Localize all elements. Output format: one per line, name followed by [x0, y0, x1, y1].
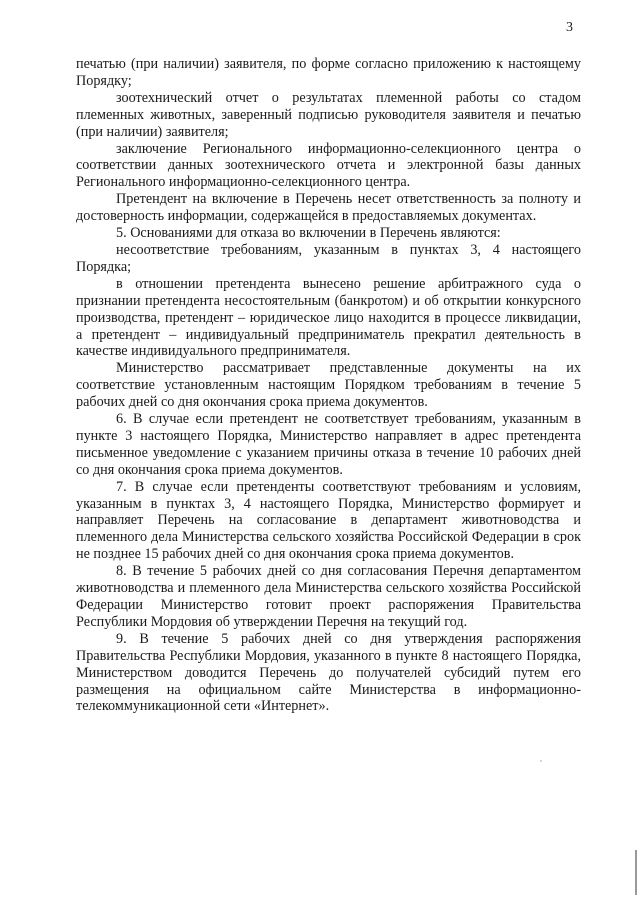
page-number: 3: [566, 20, 573, 35]
scan-dot: [540, 760, 542, 762]
paragraph-8: Министерство рассматривает представленные документы на их соответствие установленным настоящим Порядком требованиям в течение 5 рабочих дней со дня окончания срока приема документов.: [76, 360, 581, 411]
paragraph-7: в отношении претендента вынесено решение арбитражного суда о признании претендента несостоятельным (банкротом) и об открытии конкурсного производства, претендент – юридическое лицо находится в процессе ликвидации, а претендент – индивидуальный предприниматель прекратил деятельность в качестве индивидуального предпринимателя.: [76, 275, 581, 360]
paragraph-9: 6. В случае если претендент не соответствует требованиям, указанным в пункте 3 настоящего Порядка, Министерство направляет в адрес претендента письменное уведомление с указанием причины отказа в течение 10 рабочих дней со дня окончания срока приема документов.: [76, 411, 581, 478]
paragraph-2: зоотехнический отчет о результатах племенной работы со стадом племенных животных, заверенный подписью руководителя заявителя и печатью (при наличии) заявителя;: [76, 89, 581, 140]
paragraph-3: заключение Регионального информационно-селекционного центра о соответствии данных зоотехнического отчета и электронной базы данных Регионального информационно-селекционного центра.: [76, 140, 581, 191]
paragraph-12: 9. В течение 5 рабочих дней со дня утверждения распоряжения Правительства Республики Мордовия, указанного в пункте 8 настоящего Порядка, Министерством доводится Перечень до получателей субсидий путем его размещения на официальном сайте Министерства в информационно-телекоммуникационной сети «Интернет».: [76, 630, 581, 715]
paragraph-11: 8. В течение 5 рабочих дней со дня согласования Перечня департаментом животноводства и племенного дела Министерства сельского хозяйства Российской Федерации Министерство готовит проект распоряжения Правительства Республики Мордовия об утверждении Перечня на текущий год.: [76, 563, 581, 630]
paragraph-1: печатью (при наличии) заявителя, по форме согласно приложению к настоящему Порядку;: [76, 56, 581, 89]
paragraph-10: 7. В случае если претенденты соответствуют требованиям и условиям, указанным в пунктах 3, 4 настоящего Порядка, Министерство формирует и направляет Перечень на согласование в департамент животноводства и племенного дела Министерства сельского хозяйства Российской Федерации в срок не позднее 15 рабочих дней со дня окончания срока приема документов.: [76, 478, 581, 563]
scan-edge-mark: [635, 850, 637, 895]
document-body: [76, 56, 581, 715]
paragraph-5: 5. Основаниями для отказа во включении в Перечень являются:: [116, 225, 501, 242]
paragraph-6: несоответствие требованиям, указанным в пунктах 3, 4 настоящего Порядка;: [76, 241, 581, 275]
paragraph-4: Претендент на включение в Перечень несет ответственность за полноту и достоверность информации, содержащейся в предоставляемых документах.: [76, 191, 581, 225]
